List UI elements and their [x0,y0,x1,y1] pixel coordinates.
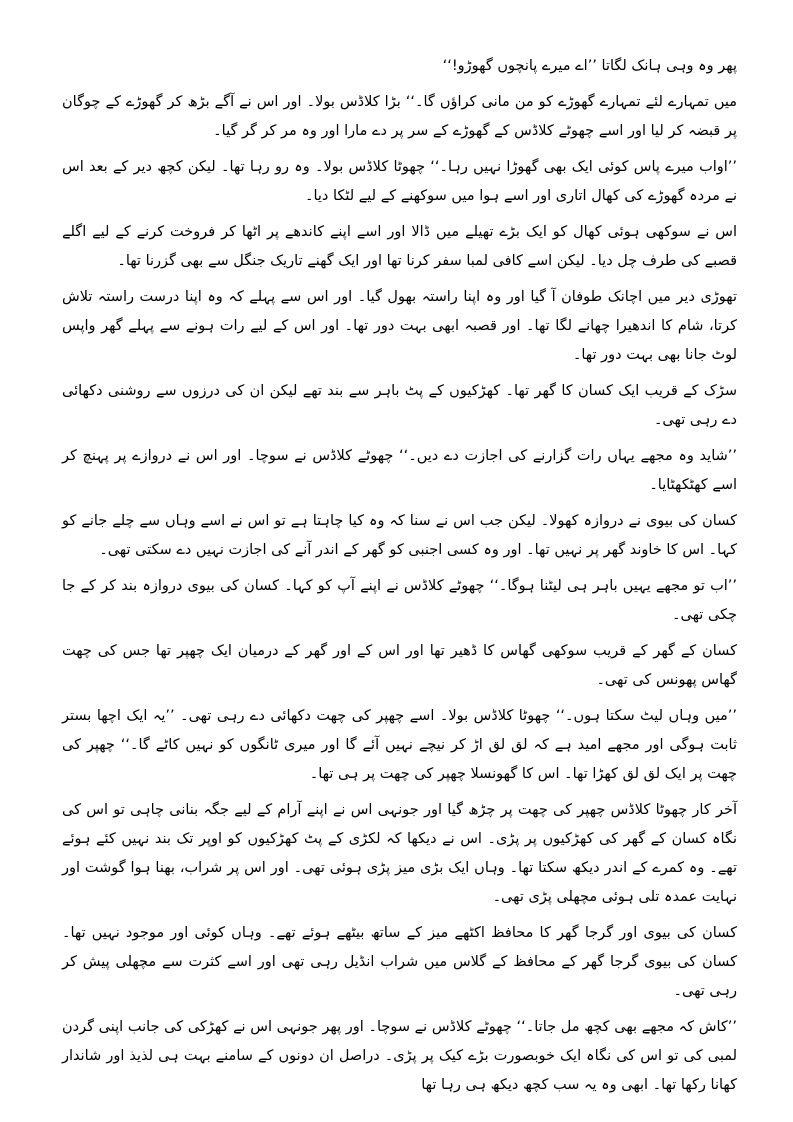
paragraph-4: اس نے سوکھی ہوئی کھال کو ایک بڑے تھیلے میں ڈالا اور اسے اپنے کاندھے پر اٹھا کر فروخت کرنے کے لیے اگلے قصبے کی طرف چل دیا۔ لیکن اسے کافی لمبا سفر کرنا تھا اور ایک گھنے تاریک جنگل سے بھی گزرنا تھا۔ [62,224,737,269]
paragraph-11: ’’میں وہاں لیٹ سکتا ہوں۔‘‘ چھوٹا کلاڈس بولا۔ اسے چھپر کی چھت دکھائی دے رہی تھی۔ ’’یہ ایک اچھا بستر ثابت ہوگی اور مجھے امید ہے کہ لق لق اڑ کر نیچے نہیں آئے گا اور میری ٹانگوں کو نہیں کاٹے گا۔‘‘ چھپر کی چھت پر ایک لق لق کھڑا تھا۔ اس کا گھونسلا چھپر کی چھت پر ہی تھا۔ [62,708,737,782]
paragraph-2: میں تمہارے لئے تمہارے گھوڑے کو من مانی کراؤں گا۔‘‘ بڑا کلاڈس بولا۔ اور اس نے آگے بڑھ کر گھوڑے کے چوگان پر قبضہ کر لیا اور اسے چھوٹے کلاڈس کے گھوڑے کے سر پر دے مارا اور وہ مر کر گر گیا۔ [62,94,737,139]
paragraph-1: پھر وہ وہی ہانک لگاتا ’’اے میرے پانچوں گھوڑو!‘‘ [442,58,737,74]
document-page [62,52,737,1093]
paragraph-14: ’’کاش کہ مجھے بھی کچھ مل جاتا۔‘‘ چھوٹے کلاڈس نے سوچا۔ اور پھر جونہی اس نے کھڑکی کی جانب اپنی گردن لمبی کی تو اس کی نگاہ ایک خوبصورت بڑے کیک پر پڑی۔ دراصل ان دونوں کے سامنے بہت ہی لذیذ اور شاندار کھانا رکھا تھا۔ ابھی وہ یہ سب کچھ دیکھ ہی رہا تھا [62,1019,737,1093]
paragraph-9: ’’اب تو مجھے یہیں باہر ہی لیٹنا ہوگا۔‘‘ چھوٹے کلاڈس نے اپنے آپ کو کہا۔ کسان کی بیوی دروازہ بند کر کے جا چکی تھی۔ [62,578,737,623]
paragraph-3: ’’اواب میرے پاس کوئی ایک بھی گھوڑا نہیں رہا۔‘‘ چھوٹا کلاڈس بولا۔ وہ رو رہا تھا۔ لیکن کچھ دیر کے بعد اس نے مردہ گھوڑے کی کھال اتاری اور اسے ہوا میں سوکھنے کے لیے لٹکا دیا۔ [62,159,737,204]
paragraph-7: ’’شاید وہ مجھے یہاں رات گزارنے کی اجازت دے دیں۔‘‘ چھوٹے کلاڈس نے سوچا۔ اور اس نے دروازے پر پہنچ کر اسے کھٹکھٹایا۔ [62,448,737,493]
paragraph-8: کسان کی بیوی نے دروازہ کھولا۔ لیکن جب اس نے سنا کہ وہ کیا چاہتا ہے تو اس نے اسے وہاں سے چلے جانے کو کہا۔ اس کا خاوند گھر پر نہیں تھا۔ اور وہ کسی اجنبی کو گھر کے اندر آنے کی اجازت نہیں دے سکتی تھی۔ [62,513,737,558]
paragraph-13: کسان کی بیوی اور گرجا گھر کا محافظ اکٹھے میز کے ساتھ بیٹھے ہوئے تھے۔ وہاں کوئی اور موجود نہیں تھا۔ کسان کی بیوی گرجا گھر کے محافظ کے گلاس میں شراب انڈیل رہی تھی اور اسے کثرت سے مچھلی پیش کر رہی تھی۔ [62,925,737,999]
paragraph-12: آخر کار چھوٹا کلاڈس چھپر کی چھت پر چڑھ گیا اور جونہی اس نے اپنے آرام کے لیے جگہ بنانی چاہی تو اس کی نگاہ کسان کے گھر کی کھڑکیوں پر پڑی۔ اس نے دیکھا کہ لکڑی کے پٹ کھڑکیوں کو اوپر تک بند نہیں کئے ہوئے تھے۔ وہ کمرے کے اندر دیکھ سکتا تھا۔ وہاں ایک بڑی میز پڑی ہوئی تھی۔ اور اس پر شراب، بھنا ہوا گوشت اور نہایت عمدہ تلی ہوئی مچھلی پڑی تھی۔ [62,802,737,905]
paragraph-10: کسان کے گھر کے قریب سوکھی گھاس کا ڈھیر تھا اور اس کے اور گھر کے درمیان ایک چھپر تھا جس کی چھت گھاس پھونس کی تھی۔ [62,643,737,688]
paragraph-5: تھوڑی دیر میں اچانک طوفان آ گیا اور وہ اپنا راستہ بھول گیا۔ اور اس سے پہلے کہ وہ اپنا درست راستہ تلاش کرتا، شام کا اندھیرا چھانے لگا تھا۔ اور قصبہ ابھی بہت دور تھا۔ اور اس کے لیے رات ہونے سے پہلے گھر واپس لوٹ جانا بھی بہت دور تھا۔ [62,289,737,363]
paragraph-6: سڑک کے قریب ایک کسان کا گھر تھا۔ کھڑکیوں کے پٹ باہر سے بند تھے لیکن ان کی درزوں سے روشنی دکھائی دے رہی تھی۔ [62,383,737,428]
